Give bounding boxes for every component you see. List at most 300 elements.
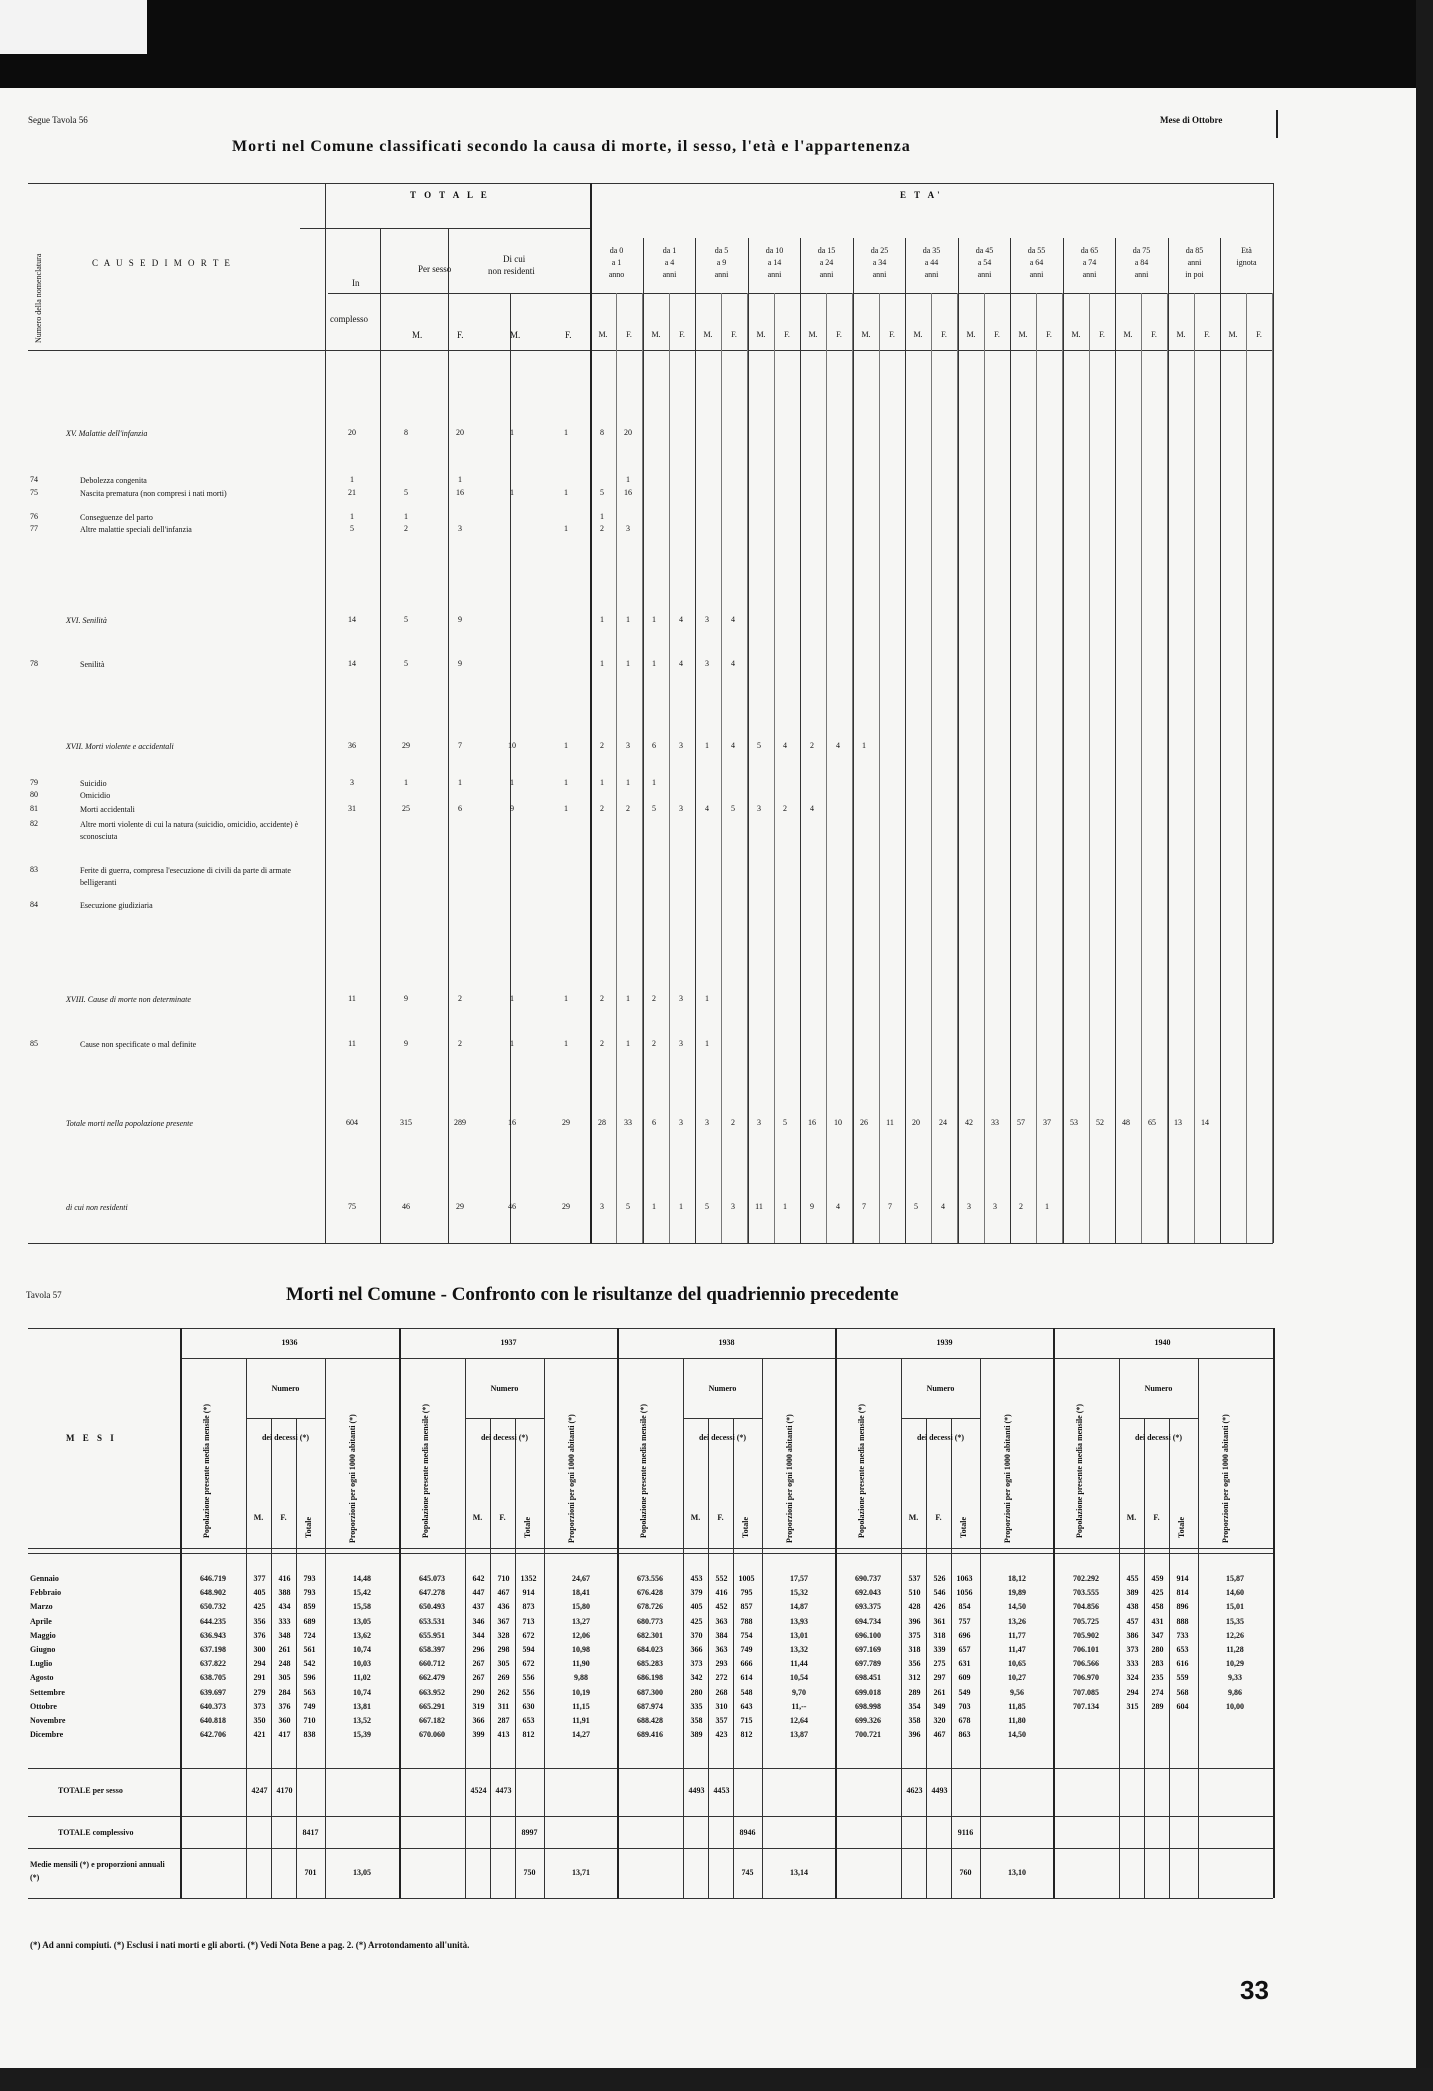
month-value: 289: [908, 1687, 921, 1697]
month-value: 676.428: [637, 1588, 663, 1598]
decessi-rule: [683, 1418, 762, 1419]
cause-value: 1: [626, 1039, 630, 1048]
month-value: 9,86: [1228, 1687, 1242, 1697]
month-value: 272: [715, 1673, 728, 1683]
month-value: 702.292: [1073, 1574, 1099, 1583]
totale-heading: Totale: [523, 1516, 532, 1538]
document-page: [0, 88, 1416, 2068]
month-value: 697.789: [855, 1659, 881, 1669]
cause-value: 1: [564, 488, 568, 497]
month-value: 388: [278, 1588, 291, 1598]
month-value: 297: [933, 1673, 946, 1683]
month-value: 667.182: [419, 1716, 445, 1725]
cause-label: Suicidio: [80, 779, 107, 788]
month-value: 399: [472, 1730, 485, 1740]
decessi-rule: [1119, 1418, 1198, 1419]
month-value: 283: [1151, 1659, 1164, 1669]
cause-value: 4: [679, 615, 683, 624]
age-sex-label: F.: [836, 330, 842, 339]
month-value: 705.902: [1073, 1630, 1099, 1640]
sex-column-rule: [826, 293, 827, 1243]
cause-value: 9: [404, 1039, 408, 1048]
sex-column-rule: [1194, 293, 1195, 1243]
pop-col-heading: Popolazione presente media mensile (*): [857, 1403, 866, 1538]
cause-value: 1: [600, 615, 604, 624]
age-group-label: da 75: [1132, 246, 1151, 255]
cause-value: 5: [404, 615, 408, 624]
age-group-label: anni: [1082, 270, 1097, 279]
decessi-rule: [465, 1418, 544, 1419]
month-value: 361: [933, 1616, 946, 1626]
month-value: 280: [690, 1687, 703, 1697]
cause-label: Nascita prematura (non compresi i nati morti): [80, 489, 227, 498]
month-value: 640.373: [200, 1701, 226, 1711]
cause-group-label: XVI. Senilità: [66, 616, 107, 625]
m-heading: M.: [253, 1513, 264, 1522]
cause-value: 3: [993, 1202, 997, 1211]
month-value: 609: [958, 1673, 971, 1683]
cause-value: 1: [458, 778, 462, 787]
cause-value: 1: [626, 994, 630, 1003]
cause-value: 16: [624, 488, 632, 497]
cause-value: 16: [456, 488, 464, 497]
month-value: 552: [715, 1574, 728, 1583]
cause-value: 1: [564, 1039, 568, 1048]
month-value: 18,12: [1008, 1574, 1026, 1583]
cause-value: 20: [912, 1118, 920, 1127]
cause-value: 1: [652, 615, 656, 624]
month-value: 347: [1151, 1630, 1164, 1640]
m-heading: M.: [1126, 1513, 1137, 1522]
month-value: 373: [690, 1659, 703, 1669]
month-value: 291: [253, 1673, 266, 1683]
month-value: 318: [908, 1645, 921, 1654]
decessi-heading: dei decessi (*): [480, 1433, 529, 1442]
column-rule: [515, 1418, 516, 1898]
cause-value: 42: [965, 1118, 973, 1127]
month-value: 357: [715, 1716, 728, 1725]
month-value: 788: [740, 1616, 753, 1626]
mesi-heading: M E S I: [66, 1433, 117, 1443]
scan-top-border: [0, 0, 1433, 88]
month-value: 396: [908, 1616, 921, 1626]
month-value: 428: [908, 1602, 921, 1612]
month-value: 672: [522, 1630, 535, 1640]
month-value: 376: [253, 1630, 266, 1640]
month-value: 657: [958, 1645, 971, 1654]
age-column-rule: [800, 238, 801, 1243]
month-value: 814: [1176, 1588, 1189, 1598]
month-value: 375: [908, 1630, 921, 1640]
cause-value: 9: [810, 1202, 814, 1211]
cause-label: Omicidio: [80, 791, 111, 800]
month-value: 1056: [956, 1588, 973, 1598]
age-sex-label: F.: [889, 330, 895, 339]
month-value: 287: [497, 1716, 510, 1725]
month-value: 294: [1126, 1687, 1139, 1697]
age-group-label: da 25: [870, 246, 889, 255]
cause-value: 1: [652, 1202, 656, 1211]
month-value: 568: [1176, 1687, 1189, 1697]
cause-value: 5: [600, 488, 604, 497]
year-block-rule: [180, 1328, 182, 1898]
cause-label: Esecuzione giudiziaria: [80, 901, 153, 910]
cause-value: 2: [652, 1039, 656, 1048]
cause-label: Altre morti violente di cui la natura (suicidio, omicidio, accidente) è sconosciuta: [80, 820, 299, 841]
month-value: 662.479: [419, 1673, 445, 1683]
month-value: 319: [472, 1701, 485, 1711]
month-value: 706.101: [1073, 1645, 1099, 1654]
month-value: 646.719: [200, 1574, 226, 1583]
month-value: 290: [472, 1687, 485, 1697]
cause-value: 3: [757, 1118, 761, 1127]
cause-value: 6: [458, 804, 462, 813]
cause-label: Senilità: [80, 660, 105, 669]
cause-value: 29: [562, 1202, 570, 1211]
month-value: 386: [1126, 1630, 1139, 1640]
month-value: 631: [958, 1659, 971, 1669]
month-value: 689: [303, 1616, 316, 1626]
sex-column-rule: [774, 293, 775, 1243]
month-value: 663.952: [419, 1687, 445, 1697]
cause-value: 4: [836, 1202, 840, 1211]
cause-value: 2: [600, 994, 604, 1003]
month-value: 689.416: [637, 1730, 663, 1740]
eta-heading: E T A': [900, 190, 943, 200]
month-value: 653.531: [419, 1616, 445, 1626]
month-value: 421: [253, 1730, 266, 1740]
month-value: 724: [303, 1630, 316, 1640]
cause-value: 5: [914, 1202, 918, 1211]
cause-value: 1: [510, 488, 514, 497]
age-sex-label: M.: [1123, 330, 1133, 339]
age-column-rule: [643, 238, 644, 1243]
decessi-rule: [901, 1418, 980, 1419]
f-heading: F.: [499, 1513, 506, 1522]
cause-value: 1: [510, 778, 514, 787]
month-value: 379: [690, 1588, 703, 1598]
month-value: 650.732: [200, 1602, 226, 1612]
month-value: 873: [522, 1602, 535, 1612]
cause-value: 3: [679, 741, 683, 750]
cause-value: 11: [886, 1118, 894, 1127]
age-sex-label: M.: [756, 330, 766, 339]
column-rule: [980, 1358, 981, 1898]
cause-value: 16: [508, 1118, 516, 1127]
cause-value: 5: [404, 488, 408, 497]
cause-value: 8: [404, 428, 408, 437]
cause-value: 6: [652, 1118, 656, 1127]
cause-value: 5: [705, 1202, 709, 1211]
sex-column-rule: [1089, 293, 1090, 1243]
age-column-rule: [1115, 238, 1116, 1243]
month-value: 1063: [956, 1574, 973, 1583]
sex-column-rule: [1141, 293, 1142, 1243]
age-sex-label: F.: [1046, 330, 1052, 339]
month-value: 754: [740, 1630, 753, 1640]
monthly-average: 701: [304, 1868, 317, 1877]
cause-value: 3: [967, 1202, 971, 1211]
col-m-nonres: M.: [510, 330, 521, 340]
month-label: Maggio: [30, 1630, 56, 1640]
month-value: 261: [933, 1687, 946, 1697]
month-value: 354: [908, 1701, 921, 1711]
month-value: 707.134: [1073, 1701, 1099, 1711]
month-value: 13,52: [353, 1716, 371, 1725]
age-group-label: da 15: [817, 246, 836, 255]
cause-value: 9: [510, 804, 514, 813]
month-value: 12,64: [790, 1716, 808, 1725]
month-value: 665.291: [419, 1701, 445, 1711]
age-sex-label: F.: [1204, 330, 1210, 339]
decessi-rule: [246, 1418, 325, 1419]
age-column-rule: [1168, 238, 1169, 1243]
month-value: 10,98: [572, 1645, 590, 1654]
cause-value: 20: [456, 428, 464, 437]
cause-value: 3: [600, 1202, 604, 1211]
cause-label: Ferite di guerra, compresa l'esecuzione di civili da parte di armate belligeranti: [80, 866, 291, 887]
month-value: 267: [472, 1659, 485, 1669]
cause-value: 2: [458, 1039, 462, 1048]
cause-value: 48: [1122, 1118, 1130, 1127]
month-value: 812: [522, 1730, 535, 1740]
age-group-label: anni: [819, 270, 834, 279]
month-value: 453: [690, 1574, 703, 1583]
cause-value: 5: [626, 1202, 630, 1211]
cause-value: 14: [348, 615, 356, 624]
cause-value: 1: [564, 804, 568, 813]
month-label: Marzo: [30, 1602, 53, 1612]
pop-col-heading: Popolazione presente media mensile (*): [639, 1403, 648, 1538]
month-value: 896: [1176, 1602, 1189, 1612]
month-value: 267: [472, 1673, 485, 1683]
month-value: 13,26: [1008, 1616, 1026, 1626]
cause-value: 2: [600, 741, 604, 750]
month-value: 275: [933, 1659, 946, 1669]
total-by-sex: 4473: [495, 1786, 512, 1795]
scan-bottom-border: [0, 2068, 1433, 2091]
cause-value: 1: [564, 428, 568, 437]
age-group-label: anni: [872, 270, 887, 279]
cause-value: 29: [456, 1202, 464, 1211]
page-title: Morti nel Comune classificati secondo la causa di morte, il sesso, l'età e l'appartenenza: [232, 138, 911, 155]
nomenclature-number: 79: [30, 778, 38, 787]
month-value: 367: [497, 1616, 510, 1626]
month-value: 274: [1151, 1687, 1164, 1697]
month-value: 17,57: [790, 1574, 808, 1583]
month-value: 333: [278, 1616, 291, 1626]
cause-value: 1: [404, 512, 408, 521]
month-value: 795: [740, 1588, 753, 1598]
cause-value: 10: [834, 1118, 842, 1127]
month-value: 698.451: [855, 1673, 881, 1683]
cause-value: 1: [564, 524, 568, 533]
annual-proportion: 13,10: [1008, 1868, 1026, 1877]
month-value: 697.169: [855, 1645, 881, 1654]
month-value: 914: [522, 1588, 535, 1598]
month-value: 416: [715, 1588, 728, 1598]
cause-value: 1: [652, 778, 656, 787]
cause-value: 65: [1148, 1118, 1156, 1127]
month-value: 13,05: [353, 1616, 371, 1626]
non-residenti-label: non residenti: [488, 266, 535, 276]
age-group-label: ignota: [1236, 258, 1257, 267]
age-group-label: da 0: [609, 246, 624, 255]
month-label: Aprile: [30, 1616, 52, 1626]
pop-col-heading: Popolazione presente media mensile (*): [1075, 1403, 1084, 1538]
cause-value: 3: [731, 1202, 735, 1211]
age-group-label: anni: [1134, 270, 1149, 279]
month-label: Settembre: [30, 1687, 65, 1697]
cause-value: 1: [783, 1202, 787, 1211]
cause-label: Cause non specificate o mal definite: [80, 1040, 197, 1049]
cause-value: 1: [510, 994, 514, 1003]
age-group-label: da 1: [662, 246, 677, 255]
month-value: 715: [740, 1716, 753, 1725]
month-value: 358: [690, 1716, 703, 1725]
year-block-rule: [617, 1328, 619, 1898]
month-value: 366: [690, 1645, 703, 1654]
month-value: 342: [690, 1673, 703, 1683]
month-value: 688.428: [637, 1716, 663, 1725]
month-value: 684.023: [637, 1645, 663, 1654]
month-value: 12,26: [1226, 1630, 1244, 1640]
month-value: 699.326: [855, 1716, 881, 1725]
pop-col-heading: Popolazione presente media mensile (*): [421, 1403, 430, 1538]
cause-value: 20: [624, 428, 632, 437]
year-block-rule: [399, 1328, 401, 1898]
cause-value: 2: [404, 524, 408, 533]
age-group-label: a 74: [1082, 258, 1097, 267]
month-value: 644.235: [200, 1616, 226, 1626]
column-rule: [762, 1358, 763, 1898]
decessi-heading: dei decessi (*): [698, 1433, 747, 1442]
month-value: 733: [1176, 1630, 1189, 1640]
cause-value: 3: [626, 741, 630, 750]
month-value: 14,87: [790, 1602, 808, 1612]
totale-heading: Totale: [959, 1516, 968, 1538]
age-sex-label: M.: [703, 330, 713, 339]
age-group-label: a 54: [977, 258, 992, 267]
month-value: 672: [522, 1659, 535, 1669]
month-label: Febbraio: [30, 1588, 62, 1598]
cause-value: 5: [783, 1118, 787, 1127]
month-value: 10,54: [790, 1673, 808, 1683]
totale-complessivo-label: TOTALE complessivo: [58, 1828, 134, 1837]
month-value: 13,87: [790, 1730, 808, 1740]
month-value: 594: [522, 1645, 535, 1654]
cause-value: 52: [1096, 1118, 1104, 1127]
prop-heading: Proporzioni per ogni 1000 abitanti (*): [567, 1414, 576, 1543]
tavola-57-label: Tavola 57: [26, 1290, 62, 1300]
month-value: 10,65: [1008, 1659, 1026, 1669]
age-group-label: anni: [1029, 270, 1044, 279]
nomenclature-number: 81: [30, 804, 38, 813]
age-group-label: da 45: [975, 246, 994, 255]
month-value: 859: [303, 1602, 316, 1612]
column-rule: [296, 1418, 297, 1898]
age-column-rule: [748, 238, 749, 1243]
month-value: 333: [1126, 1659, 1139, 1669]
age-group-label: a 64: [1029, 258, 1044, 267]
scan-corner: [0, 0, 147, 54]
cause-value: 3: [679, 994, 683, 1003]
month-value: 431: [1151, 1616, 1164, 1626]
age-sex-label: M.: [1176, 330, 1186, 339]
cause-value: 1: [404, 778, 408, 787]
age-group-label: a 14: [767, 258, 782, 267]
age-sex-label: M.: [651, 330, 661, 339]
age-column-rule: [905, 238, 906, 1243]
monthly-average: 745: [741, 1868, 754, 1877]
cause-value: 3: [705, 1118, 709, 1127]
cause-value: 2: [783, 804, 787, 813]
totale-heading: Totale: [1177, 1516, 1186, 1538]
col-f-nonres: F.: [565, 330, 572, 340]
month-label: Luglio: [30, 1659, 53, 1669]
month-value: 650.493: [419, 1602, 445, 1612]
cause-value: 3: [458, 524, 462, 533]
cause-value: 1: [600, 659, 604, 668]
month-value: 9,88: [574, 1673, 588, 1683]
month-value: 413: [497, 1730, 510, 1740]
month-value: 447: [472, 1588, 485, 1598]
column-rule: [926, 1418, 927, 1898]
month-value: 12,06: [572, 1630, 590, 1640]
month-value: 703.555: [1073, 1588, 1099, 1598]
cause-value: 4: [783, 741, 787, 750]
total-overall: 8417: [302, 1828, 319, 1837]
age-group-label: anni: [924, 270, 939, 279]
month-value: 9,56: [1010, 1687, 1024, 1697]
nomenclature-number: 82: [30, 819, 38, 828]
age-group-label: anni: [977, 270, 992, 279]
age-sex-label: F.: [679, 330, 685, 339]
month-value: 376: [278, 1701, 291, 1711]
age-group-label: da 10: [765, 246, 784, 255]
cause-value: 2: [600, 524, 604, 533]
month-value: 356: [908, 1659, 921, 1669]
totale-heading: T O T A L E: [410, 190, 490, 200]
month-value: 685.283: [637, 1659, 663, 1669]
month-label: Mese di Ottobre: [1160, 115, 1223, 125]
cause-value: 57: [1017, 1118, 1025, 1127]
month-value: 10,29: [1226, 1659, 1244, 1669]
month-value: 269: [497, 1673, 510, 1683]
cause-label: Morti accidentali: [80, 805, 135, 814]
month-value: 320: [933, 1716, 946, 1725]
month-value: 653: [1176, 1645, 1189, 1654]
prop-heading: Proporzioni per ogni 1000 abitanti (*): [1003, 1414, 1012, 1543]
month-value: 235: [1151, 1673, 1164, 1683]
age-column-rule: [1063, 238, 1064, 1243]
month-value: 261: [278, 1645, 291, 1654]
cause-group-label: di cui non residenti: [66, 1203, 128, 1212]
month-value: 596: [303, 1673, 316, 1683]
cause-value: 5: [404, 659, 408, 668]
month-value: 680.773: [637, 1616, 663, 1626]
age-group-label: da 55: [1027, 246, 1046, 255]
month-value: 305: [278, 1673, 291, 1683]
cause-heading: C A U S E D I M O R T E: [92, 258, 232, 268]
age-group-label: da 85: [1185, 246, 1204, 255]
prop-heading: Proporzioni per ogni 1000 abitanti (*): [785, 1414, 794, 1543]
age-sex-label: M.: [598, 330, 608, 339]
month-value: 311: [497, 1701, 510, 1711]
cause-value: 25: [402, 804, 410, 813]
cause-value: 10: [508, 741, 516, 750]
medie-label: Medie mensili (*) e proporzioni annuali (*): [30, 1860, 165, 1882]
